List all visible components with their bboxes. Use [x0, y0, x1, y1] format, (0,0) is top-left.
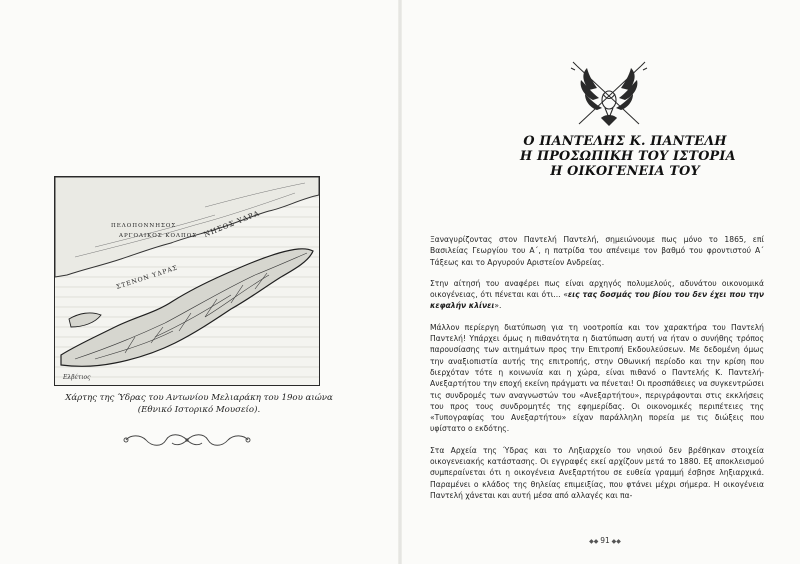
map-label-island: ΝΗΣΟΣ ΥΔΡΑ	[202, 209, 261, 239]
paragraph-3: Μάλλον περίεργη διατύπωση για τη νοοτροπία και τον χαρακτήρα του Παντελή Παντελή! Υπάρχει όμως η πιθανότητα η διατύπωση αυτή να ήταν ο συνήθης τρόπος παρουσίασης των αιτημάτων προς την Επιτροπή Εκδουλεύσεων. Με δεδομένη όμως την αναξιοπιστία αυτής της επιτροπής, στην Οθωνική περίοδο και την κρίση που διερχόταν τότε η κοινωνία και η χώρα, είναι πιθανό ο Παντελής Κ. Παντελή-Ανεξαρτήτου την εποχή εκείνη πράγματι να πένεται! Οι προσπάθειες να συγκεντρώσει τις συνδρομές των αναγνωστών του «Ανεξαρτήτου», περιγράφονται στις εκκλήσεις του προς τους συνδρομητές της εφημερίδας. Οι οικονομικές περιπέτειες της «Τυπογραφίας του Ανεξαρτήτου» είχαν παράλληλη πορεία με τις διώξεις που υφίστατο ο εκδότης.	[430, 322, 764, 434]
page-number-ornament-right-icon: ◆◆	[609, 538, 621, 545]
ornamental-flourish-icon	[112, 429, 262, 451]
page-number	[580, 536, 630, 545]
chapter-title-line-2: Η ΠΡΟΣΩΠΙΚΗ ΤΟΥ ΙΣΤΟΡΙΑ	[520, 149, 736, 164]
hydra-map-drawing	[55, 177, 319, 385]
map-label-gulf: ΑΡΓΟΛΙΚΟΣ ΚΟΛΠΟΣ	[119, 233, 198, 239]
caption-line-1: Χάρτης της Ύδρας του Αντωνίου Μελιαράκη του 19ου αιώνα	[65, 393, 333, 403]
chapter-title	[520, 134, 736, 179]
map-label-peloponnese: ΠΕΛΟΠΟΝΝΗΣΟΣ	[111, 223, 177, 229]
hydra-map	[54, 176, 320, 386]
paragraph-2-text: Στην αίτησή του αναφέρει πως είναι αρχηγός πολυμελούς, αδυνάτου οικονομικά οικογένειας, ότι πένεται και ότι... «	[430, 278, 764, 300]
chapter-body	[430, 234, 764, 511]
map-signature: Ελβέτιος	[63, 374, 91, 381]
chapter-title-line-3: Η ΟΙΚΟΓΕΝΕΙΑ ΤΟΥ	[550, 164, 700, 179]
caption-line-2: (Εθνικό Ιστορικό Μουσείο).	[137, 405, 261, 415]
chapter-title-line-1: Ο ΠΑΝΤΕΛΗΣ Κ. ΠΑΝΤΕΛΗ	[523, 134, 727, 149]
paragraph-4: Στα Αρχεία της Ύδρας και το Ληξιαρχείο του νησιού δεν βρέθηκαν στοιχεία οικογενειακής κατάστασης. Οι εγγραφές εκεί αρχίζουν μετά το 1880. Εξ αποκλεισμού συμπεραίνεται ότι η οικογένεια Ανεξαρτήτου σε ευθεία γραμμή έσβησε ληξιαρχικά. Παραμένει ο κλάδος της θηλείας επιμειξίας, που φτάνει μέχρι σήμερα. Η οικογένεια Παντελή χάνεται και αυτή μέσα από αλλαγές και πα-	[430, 445, 764, 500]
paragraph-2	[430, 278, 764, 312]
map-caption	[54, 392, 344, 416]
paragraph-2-close: ».	[494, 301, 502, 311]
map-label-strait: ΣΤΕΝΟΝ ΥΔΡΑΣ	[115, 264, 179, 291]
book-gutter	[398, 0, 402, 564]
crossed-swords-wreath-icon	[569, 60, 649, 132]
paragraph-1: Ξαναγυρίζοντας στον Παντελή Παντελή, σημειώνουμε πως μόνο το 1865, επί Βασιλείας Γεωργίου του Α΄, η πατρίδα του απένειμε τον βαθμό του φροντιστού Α΄ Τάξεως και το Αργυρούν Αριστείον Ανδρείας.	[430, 235, 764, 267]
dokos-islet	[69, 313, 101, 327]
page-number-ornament-left-icon: ◆◆	[589, 538, 601, 545]
quoted-phrase: εις τας δοσμάς του βίου του δεν έχει που την κεφαλήν κλίνει	[430, 290, 764, 311]
page-number-value: 91	[600, 536, 610, 545]
